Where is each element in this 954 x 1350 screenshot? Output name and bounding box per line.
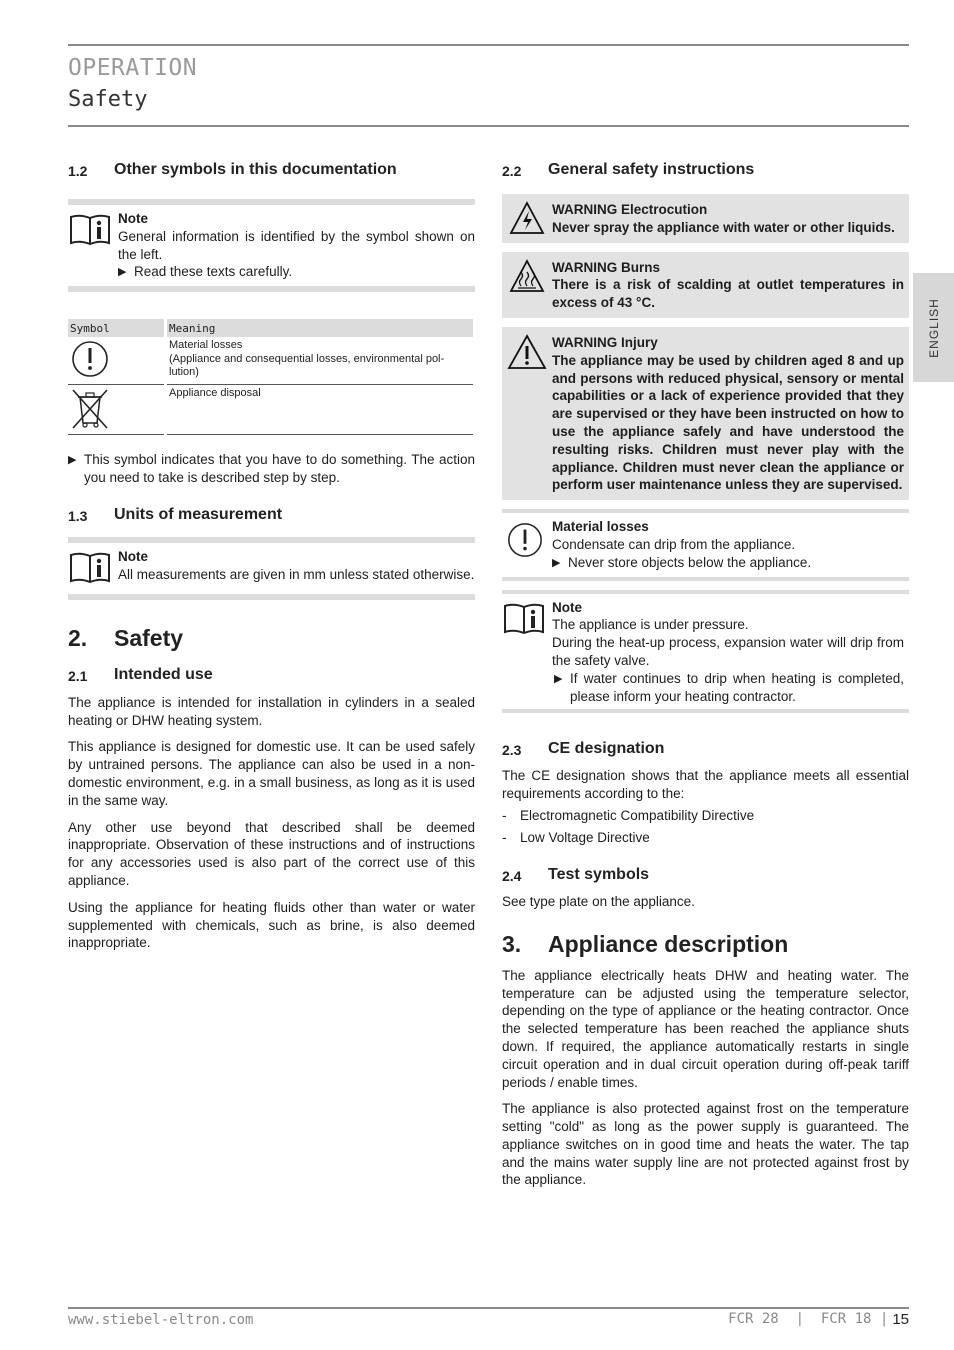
heading-number: 1.2 xyxy=(68,163,88,179)
warning-text: Never spray the appliance with water or other liquids. xyxy=(552,219,895,235)
note-title: Note xyxy=(118,211,148,226)
material-losses-icon xyxy=(68,337,166,385)
bullet-text: If water continues to drip when heating is completed, please inform your heating contractor. xyxy=(570,670,904,704)
note-box xyxy=(68,199,475,292)
action-instruction-text: This symbol indicates that you have to do something. The action you need to take is described step by step. xyxy=(84,452,475,485)
paragraph: This appliance is designed for domestic use. It can be used safely by untrained persons. The appliance can also be used in a non-domestic environment, e.g. in a small business, as long as it is used in the same way. xyxy=(68,739,475,808)
warning-title: WARNING Electrocution xyxy=(552,202,708,217)
paragraph: See type plate on the appliance. xyxy=(502,893,695,909)
list-item: - Electromagnetic Compatibility Directive xyxy=(502,805,909,827)
list-item-text: Electromagnetic Compatibility Directive xyxy=(520,807,755,823)
symbol-table xyxy=(68,319,473,435)
header-top-rule xyxy=(68,44,909,46)
footer-page-info xyxy=(728,1311,909,1328)
heading-number: 3. xyxy=(502,930,522,957)
note-title: Note xyxy=(552,599,582,615)
table-cell-meaning: Appliance disposal xyxy=(166,385,474,435)
note-text: The appliance is under pressure. xyxy=(552,617,749,633)
warning-title: WARNING Burns xyxy=(552,259,660,275)
table-cell-meaning: Material losses (Appliance and consequential losses, environmental pol- lution) xyxy=(166,337,474,385)
electrocution-warning-icon xyxy=(502,201,552,237)
note-bullet xyxy=(118,263,475,282)
note-text: General information is identified by the symbol shown on the left. xyxy=(118,228,475,262)
material-losses-title: Material losses xyxy=(552,519,649,535)
heading-number: 2.2 xyxy=(502,163,522,179)
heading-3 xyxy=(502,931,909,958)
general-warning-icon xyxy=(502,334,552,494)
bullet-text: Never store objects below the appliance. xyxy=(568,554,812,570)
paragraph: Any other use beyond that described shall be deemed inappropriate. Observation of these instructions and of instructions for any accessories used is also part of the correct use of this appliance. xyxy=(68,819,475,888)
paragraph: The appliance is also protected against frost on the temperature setting "cold" as long as the power supply is guaranteed. The appliance switches on in good time and heats the water. The tap and the mains water supply line are not protected against frost by the appliance. xyxy=(502,1101,909,1188)
language-tab-label: ENGLISH xyxy=(926,297,941,358)
disposal-bin-icon xyxy=(68,385,166,435)
heading-1-3 xyxy=(68,506,475,524)
note-box xyxy=(68,537,475,600)
table-row xyxy=(68,385,473,435)
heading-number: 2.1 xyxy=(68,667,88,684)
list-item: - Low Voltage Directive xyxy=(502,827,909,849)
header-bottom-rule xyxy=(68,125,909,127)
heading-2-2 xyxy=(502,161,909,179)
section-title: Safety xyxy=(68,87,148,112)
warning-text: The appliance may be used by children aged 8 and up and persons with reduced physical, sensory or mental capabilities or a lack of experience provided that they are supervised or they have been instructed on how to use the appliance safely and have understood the resulting risks. Children must never play with the appliance. Children must never clean the appliance or perform user maintenance unless they are supervised. xyxy=(552,352,904,493)
heading-text: Other symbols in this documentation xyxy=(114,161,397,178)
appliance-description-text xyxy=(502,967,909,1190)
col-symbol-header: Symbol xyxy=(68,319,166,337)
material-losses-icon xyxy=(502,518,552,572)
action-arrow-icon: ▶ xyxy=(68,454,77,467)
material-losses-bullet xyxy=(552,554,909,573)
warning-title: WARNING Injury xyxy=(552,334,658,350)
heading-text: Intended use xyxy=(114,665,213,683)
list-item-text: Low Voltage Directive xyxy=(520,829,650,845)
heading-text: Units of measurement xyxy=(114,505,283,523)
heading-text: Test symbols xyxy=(548,865,650,883)
note-title: Note xyxy=(118,548,148,564)
right-column xyxy=(502,161,909,1198)
heading-text: CE designation xyxy=(548,740,665,758)
intended-use-text xyxy=(68,694,475,952)
footer-models: FCR 28 | FCR 18 | xyxy=(728,1311,889,1327)
footer-rule xyxy=(68,1307,909,1309)
heading-number: 2. xyxy=(68,624,88,651)
paragraph: Using the appliance for heating fluids other than water or water supplemented with chemicals, such as brine, is also deemed inappropriate. xyxy=(68,899,475,951)
warning-electrocution xyxy=(502,194,909,243)
language-tab xyxy=(913,273,954,382)
paragraph: The CE designation shows that the appliance meets all essential requirements according to the: xyxy=(502,768,909,802)
action-arrow-icon: ▶ xyxy=(554,672,563,685)
heading-2 xyxy=(68,625,475,652)
action-instruction xyxy=(68,451,475,487)
note-box xyxy=(502,590,909,714)
note-text: All measurements are given in mm unless stated otherwise. xyxy=(118,566,475,582)
note-bullet xyxy=(552,670,904,706)
heading-2-4 xyxy=(502,866,909,884)
table-row xyxy=(68,337,473,385)
material-losses-text: Condensate can drip from the appliance. xyxy=(552,536,796,552)
heading-number: 1.3 xyxy=(68,507,88,524)
chapter-title: OPERATION xyxy=(68,55,198,81)
heading-text: Appliance description xyxy=(548,930,789,957)
heading-2-3 xyxy=(502,740,909,758)
footer-url: www.stiebel-eltron.com xyxy=(68,1312,254,1328)
heading-1-2 xyxy=(68,161,475,179)
action-arrow-icon: ▶ xyxy=(118,266,127,279)
action-arrow-icon: ▶ xyxy=(552,556,561,569)
heading-2-1 xyxy=(68,666,475,684)
heading-number: 2.3 xyxy=(502,742,522,759)
note-book-icon xyxy=(68,210,118,282)
heading-text: General safety instructions xyxy=(548,161,755,178)
note-text: During the heat-up process, expansion water will drip from the safety valve. xyxy=(552,635,904,668)
warning-text: There is a risk of scalding at outlet temperatures in excess of 43 °C. xyxy=(552,277,904,311)
warning-burns xyxy=(502,252,909,318)
left-column xyxy=(68,161,475,961)
page-number: 15 xyxy=(892,1311,909,1328)
hot-surface-warning-icon xyxy=(502,259,552,312)
warning-injury xyxy=(502,327,909,500)
heading-text: Safety xyxy=(114,624,184,651)
note-book-icon xyxy=(68,548,118,590)
material-losses-box xyxy=(502,509,909,580)
heading-number: 2.4 xyxy=(502,867,522,884)
paragraph: The appliance is intended for installation in cylinders in a sealed heating or DHW heating system. xyxy=(68,694,475,728)
note-bullet-text: Read these texts carefully. xyxy=(134,264,293,280)
paragraph: The appliance electrically heats DHW and heating water. The temperature can be adjusted using the temperature selector, depending on the type of appliance or the heating contractor. Once the selected temperature has been reached the appliance shuts down. If required, the appliance automatically restarts in single circuit operation and in dual circuit operation during off-peak tariff periods / enable times. xyxy=(502,967,909,1090)
note-book-icon xyxy=(502,599,552,706)
col-meaning-header: Meaning xyxy=(166,319,474,337)
